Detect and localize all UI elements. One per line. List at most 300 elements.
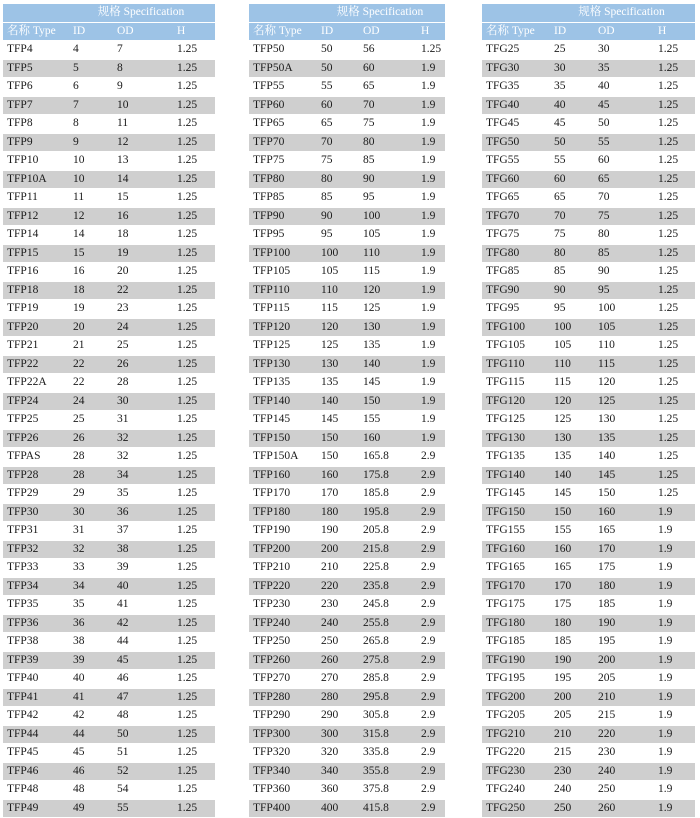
od-cell: 100	[592, 300, 644, 319]
type-cell: TFP22	[3, 355, 67, 374]
od-cell: 31	[111, 411, 163, 430]
h-cell: 2.9	[407, 633, 445, 652]
h-cell: 2.9	[407, 707, 445, 726]
table-row	[3, 374, 215, 393]
id-cell: 120	[548, 392, 592, 411]
id-cell: 175	[548, 596, 592, 615]
type-cell: TFP10A	[3, 170, 67, 189]
type-cell: TFP15	[3, 244, 67, 263]
id-cell: 260	[315, 651, 357, 670]
table-row	[3, 392, 215, 411]
table-row	[482, 337, 695, 356]
table-row	[249, 207, 445, 226]
type-cell: TFG250	[482, 799, 548, 818]
od-cell: 26	[111, 355, 163, 374]
h-cell: 1.25	[163, 466, 215, 485]
table-row	[482, 503, 695, 522]
table-row	[249, 318, 445, 337]
table-row	[482, 540, 695, 559]
type-cell: TFP14	[3, 226, 67, 245]
type-cell: TFG80	[482, 244, 548, 263]
id-cell: 300	[315, 725, 357, 744]
od-cell: 140	[592, 448, 644, 467]
table-row	[482, 207, 695, 226]
h-cell: 1.9	[407, 374, 445, 393]
h-cell: 1.25	[163, 707, 215, 726]
table-row	[3, 670, 215, 689]
table-row	[3, 318, 215, 337]
od-cell: 38	[111, 540, 163, 559]
type-cell: TFP45	[3, 744, 67, 763]
type-cell: TFP340	[249, 762, 315, 781]
h-cell: 1.9	[407, 59, 445, 78]
type-header: 名称 Type	[249, 22, 315, 41]
id-cell: 130	[315, 355, 357, 374]
type-cell: TFG30	[482, 59, 548, 78]
table-row	[482, 670, 695, 689]
table-row	[482, 374, 695, 393]
id-cell: 105	[315, 263, 357, 282]
h-cell: 1.25	[644, 41, 695, 60]
table-row	[482, 744, 695, 763]
type-cell: TFG110	[482, 355, 548, 374]
id-cell: 145	[315, 411, 357, 430]
h-cell: 1.25	[163, 503, 215, 522]
id-cell: 320	[315, 744, 357, 763]
h-cell: 1.25	[644, 59, 695, 78]
table-row	[249, 392, 445, 411]
id-cell: 200	[315, 540, 357, 559]
h-cell: 1.9	[407, 318, 445, 337]
type-cell: TFP260	[249, 651, 315, 670]
type-cell: TFG70	[482, 207, 548, 226]
id-cell: 105	[548, 337, 592, 356]
id-cell: 45	[548, 115, 592, 134]
h-cell: 2.9	[407, 781, 445, 800]
h-cell: 1.25	[644, 281, 695, 300]
id-cell: 42	[67, 707, 111, 726]
id-cell: 75	[315, 152, 357, 171]
od-cell: 54	[111, 781, 163, 800]
h-cell: 1.25	[163, 614, 215, 633]
id-cell: 205	[548, 707, 592, 726]
id-cell: 210	[315, 559, 357, 578]
h-cell: 1.25	[644, 374, 695, 393]
id-cell: 70	[315, 133, 357, 152]
id-cell: 85	[315, 189, 357, 208]
od-cell: 32	[111, 429, 163, 448]
type-cell: TFP145	[249, 411, 315, 430]
h-cell: 1.9	[644, 503, 695, 522]
h-cell: 1.9	[407, 189, 445, 208]
od-cell: 32	[111, 448, 163, 467]
h-cell: 1.25	[644, 244, 695, 263]
table-row	[3, 281, 215, 300]
h-cell: 1.9	[407, 392, 445, 411]
od-cell: 165.8	[357, 448, 407, 467]
id-cell: 90	[315, 207, 357, 226]
od-cell: 180	[592, 577, 644, 596]
id-cell: 270	[315, 670, 357, 689]
table-row	[3, 614, 215, 633]
table-row	[249, 263, 445, 282]
type-cell: TFP180	[249, 503, 315, 522]
table-row	[3, 651, 215, 670]
id-cell: 41	[67, 688, 111, 707]
type-cell: TFG75	[482, 226, 548, 245]
od-cell: 250	[592, 781, 644, 800]
id-cell: 160	[315, 466, 357, 485]
od-cell: 95	[357, 189, 407, 208]
h-cell: 2.9	[407, 503, 445, 522]
table-row	[3, 226, 215, 245]
id-cell: 50	[315, 59, 357, 78]
table-row	[3, 96, 215, 115]
h-header: H	[407, 22, 445, 41]
h-cell: 1.25	[163, 78, 215, 97]
id-cell: 21	[67, 337, 111, 356]
od-cell: 110	[592, 337, 644, 356]
h-cell: 1.9	[644, 725, 695, 744]
h-cell: 1.9	[407, 281, 445, 300]
od-cell: 36	[111, 503, 163, 522]
od-cell: 145	[357, 374, 407, 393]
table-row	[249, 725, 445, 744]
type-cell: TFP160	[249, 466, 315, 485]
h-cell: 1.25	[163, 244, 215, 263]
od-cell: 65	[357, 78, 407, 97]
od-cell: 30	[111, 392, 163, 411]
table-row	[249, 762, 445, 781]
type-cell: TFP38	[3, 633, 67, 652]
id-cell: 20	[67, 318, 111, 337]
type-cell: TFP270	[249, 670, 315, 689]
table-row	[3, 744, 215, 763]
od-cell: 185.8	[357, 485, 407, 504]
type-cell: TFP400	[249, 799, 315, 818]
od-cell: 175	[592, 559, 644, 578]
id-cell: 16	[67, 263, 111, 282]
type-header: 名称 Type	[3, 22, 67, 41]
h-cell: 1.9	[644, 540, 695, 559]
id-cell: 240	[315, 614, 357, 633]
table-row	[482, 577, 695, 596]
od-cell: 315.8	[357, 725, 407, 744]
table-row	[482, 41, 695, 60]
od-cell: 39	[111, 559, 163, 578]
type-cell: TFP19	[3, 300, 67, 319]
type-cell: TFP35	[3, 596, 67, 615]
od-cell: 230	[592, 744, 644, 763]
h-cell: 1.9	[407, 133, 445, 152]
table-row	[482, 799, 695, 818]
table-row	[249, 651, 445, 670]
h-cell: 1.9	[407, 115, 445, 134]
type-cell: TFP49	[3, 799, 67, 818]
id-cell: 160	[548, 540, 592, 559]
id-cell: 150	[548, 503, 592, 522]
table-row	[249, 96, 445, 115]
od-cell: 355.8	[357, 762, 407, 781]
h-cell: 1.9	[407, 411, 445, 430]
h-cell: 1.25	[163, 300, 215, 319]
table-row	[482, 281, 695, 300]
id-header: ID	[548, 22, 592, 41]
table-row	[3, 540, 215, 559]
od-cell: 55	[111, 799, 163, 818]
od-cell: 40	[111, 577, 163, 596]
h-cell: 1.25	[163, 799, 215, 818]
type-cell: TFP170	[249, 485, 315, 504]
h-cell: 1.25	[163, 133, 215, 152]
h-cell: 1.25	[163, 448, 215, 467]
od-cell: 75	[357, 115, 407, 134]
table-row	[482, 448, 695, 467]
h-cell: 2.9	[407, 466, 445, 485]
id-cell: 44	[67, 725, 111, 744]
h-cell: 1.25	[644, 226, 695, 245]
od-cell: 50	[111, 725, 163, 744]
od-cell: 115	[357, 263, 407, 282]
id-cell: 33	[67, 559, 111, 578]
h-cell: 1.25	[163, 577, 215, 596]
table-row	[482, 170, 695, 189]
h-cell: 2.9	[407, 651, 445, 670]
od-cell: 265.8	[357, 633, 407, 652]
id-cell: 12	[67, 207, 111, 226]
type-cell: TFG195	[482, 670, 548, 689]
type-cell: TFP44	[3, 725, 67, 744]
h-cell: 1.25	[163, 651, 215, 670]
od-cell: 70	[592, 189, 644, 208]
table-row	[3, 78, 215, 97]
table-row	[3, 725, 215, 744]
id-cell: 28	[67, 466, 111, 485]
h-cell: 1.9	[644, 522, 695, 541]
type-cell: TFP11	[3, 189, 67, 208]
table-row	[3, 133, 215, 152]
id-cell: 40	[67, 670, 111, 689]
id-header: ID	[315, 22, 357, 41]
type-cell: TFG50	[482, 133, 548, 152]
h-cell: 1.25	[644, 337, 695, 356]
h-cell: 1.25	[163, 318, 215, 337]
od-cell: 205	[592, 670, 644, 689]
table-row	[249, 577, 445, 596]
id-cell: 185	[548, 633, 592, 652]
od-cell: 295.8	[357, 688, 407, 707]
table-row	[3, 448, 215, 467]
type-cell: TFP150A	[249, 448, 315, 467]
type-cell: TFG85	[482, 263, 548, 282]
h-cell: 1.9	[407, 263, 445, 282]
id-cell: 35	[548, 78, 592, 97]
type-cell: TFP7	[3, 96, 67, 115]
type-cell: TFP9	[3, 133, 67, 152]
type-cell: TFP320	[249, 744, 315, 763]
table-row	[482, 485, 695, 504]
table-row	[482, 596, 695, 615]
id-cell: 140	[548, 466, 592, 485]
id-cell: 100	[548, 318, 592, 337]
type-cell: TFG220	[482, 744, 548, 763]
od-cell: 51	[111, 744, 163, 763]
table-row	[3, 189, 215, 208]
type-cell: TFG230	[482, 762, 548, 781]
h-cell: 1.9	[644, 596, 695, 615]
id-cell: 190	[315, 522, 357, 541]
table-row	[3, 337, 215, 356]
table-row	[249, 244, 445, 263]
od-cell: 335.8	[357, 744, 407, 763]
type-cell: TFG175	[482, 596, 548, 615]
type-cell: TFP32	[3, 540, 67, 559]
type-cell: TFG170	[482, 577, 548, 596]
type-cell: TFP110	[249, 281, 315, 300]
table-row	[482, 781, 695, 800]
type-cell: TFP300	[249, 725, 315, 744]
id-cell: 250	[548, 799, 592, 818]
od-cell: 105	[592, 318, 644, 337]
h-cell: 2.9	[407, 577, 445, 596]
id-cell: 30	[67, 503, 111, 522]
od-cell: 150	[357, 392, 407, 411]
id-cell: 29	[67, 485, 111, 504]
table-row	[482, 392, 695, 411]
od-cell: 85	[357, 152, 407, 171]
id-cell: 55	[548, 152, 592, 171]
table-row	[482, 466, 695, 485]
table-row	[3, 596, 215, 615]
od-cell: 165	[592, 522, 644, 541]
type-cell: TFP60	[249, 96, 315, 115]
id-cell: 360	[315, 781, 357, 800]
od-cell: 44	[111, 633, 163, 652]
id-cell: 40	[548, 96, 592, 115]
id-cell: 34	[67, 577, 111, 596]
table-row	[3, 762, 215, 781]
od-cell: 80	[357, 133, 407, 152]
h-cell: 1.25	[644, 207, 695, 226]
h-cell: 1.25	[163, 633, 215, 652]
type-cell: TFP22A	[3, 374, 67, 393]
type-cell: TFP16	[3, 263, 67, 282]
type-cell: TFP21	[3, 337, 67, 356]
h-cell: 1.25	[163, 596, 215, 615]
od-cell: 45	[111, 651, 163, 670]
table-row	[249, 300, 445, 319]
table-row	[482, 707, 695, 726]
type-cell: TFP360	[249, 781, 315, 800]
table-row	[3, 300, 215, 319]
od-cell: 135	[357, 337, 407, 356]
h-cell: 1.25	[163, 170, 215, 189]
h-cell: 1.9	[644, 670, 695, 689]
type-cell: TFP150	[249, 429, 315, 448]
table-row	[482, 59, 695, 78]
id-cell: 35	[67, 596, 111, 615]
type-cell: TFP130	[249, 355, 315, 374]
type-cell: TFG160	[482, 540, 548, 559]
type-cell: TFG205	[482, 707, 548, 726]
od-cell: 155	[357, 411, 407, 430]
type-cell: TFP20	[3, 318, 67, 337]
type-cell: TFP120	[249, 318, 315, 337]
h-cell: 1.25	[163, 281, 215, 300]
type-cell: TFG100	[482, 318, 548, 337]
table-row	[3, 781, 215, 800]
table-row	[249, 633, 445, 652]
type-cell: TFP115	[249, 300, 315, 319]
h-cell: 1.9	[644, 559, 695, 578]
table-row	[249, 411, 445, 430]
table-row	[249, 707, 445, 726]
type-cell: TFG135	[482, 448, 548, 467]
h-cell: 2.9	[407, 485, 445, 504]
table-row	[249, 466, 445, 485]
h-cell: 2.9	[407, 448, 445, 467]
type-cell: TFG130	[482, 429, 548, 448]
id-cell: 95	[315, 226, 357, 245]
table-row	[249, 355, 445, 374]
id-cell: 22	[67, 374, 111, 393]
id-cell: 120	[315, 318, 357, 337]
od-cell: 42	[111, 614, 163, 633]
type-cell: TFP280	[249, 688, 315, 707]
h-cell: 1.25	[644, 429, 695, 448]
od-cell: 47	[111, 688, 163, 707]
od-cell: 11	[111, 115, 163, 134]
spec-header: 规格 Specification	[548, 4, 695, 22]
table-row	[3, 707, 215, 726]
id-cell: 10	[67, 170, 111, 189]
od-cell: 185	[592, 596, 644, 615]
id-cell: 230	[315, 596, 357, 615]
h-header: H	[163, 22, 215, 41]
od-cell: 20	[111, 263, 163, 282]
h-cell: 1.9	[407, 244, 445, 263]
od-cell: 210	[592, 688, 644, 707]
id-cell: 24	[67, 392, 111, 411]
h-cell: 2.9	[407, 614, 445, 633]
type-cell: TFP50A	[249, 59, 315, 78]
type-header: 名称 Type	[482, 22, 548, 41]
type-cell: TFG210	[482, 725, 548, 744]
table-row	[249, 522, 445, 541]
id-cell: 9	[67, 133, 111, 152]
id-cell: 110	[315, 281, 357, 300]
od-cell: 245.8	[357, 596, 407, 615]
table-row	[249, 189, 445, 208]
id-cell: 60	[548, 170, 592, 189]
table-row	[3, 207, 215, 226]
type-cell: TFP36	[3, 614, 67, 633]
h-cell: 1.25	[163, 688, 215, 707]
od-cell: 55	[592, 133, 644, 152]
h-cell: 1.25	[163, 263, 215, 282]
id-cell: 50	[315, 41, 357, 60]
type-cell: TFP105	[249, 263, 315, 282]
table-row	[482, 318, 695, 337]
od-cell: 35	[111, 485, 163, 504]
type-cell: TFP290	[249, 707, 315, 726]
table-row	[249, 614, 445, 633]
od-cell: 160	[592, 503, 644, 522]
h-cell: 1.25	[163, 207, 215, 226]
od-cell: 195	[592, 633, 644, 652]
table-row	[482, 263, 695, 282]
h-cell: 1.25	[644, 152, 695, 171]
